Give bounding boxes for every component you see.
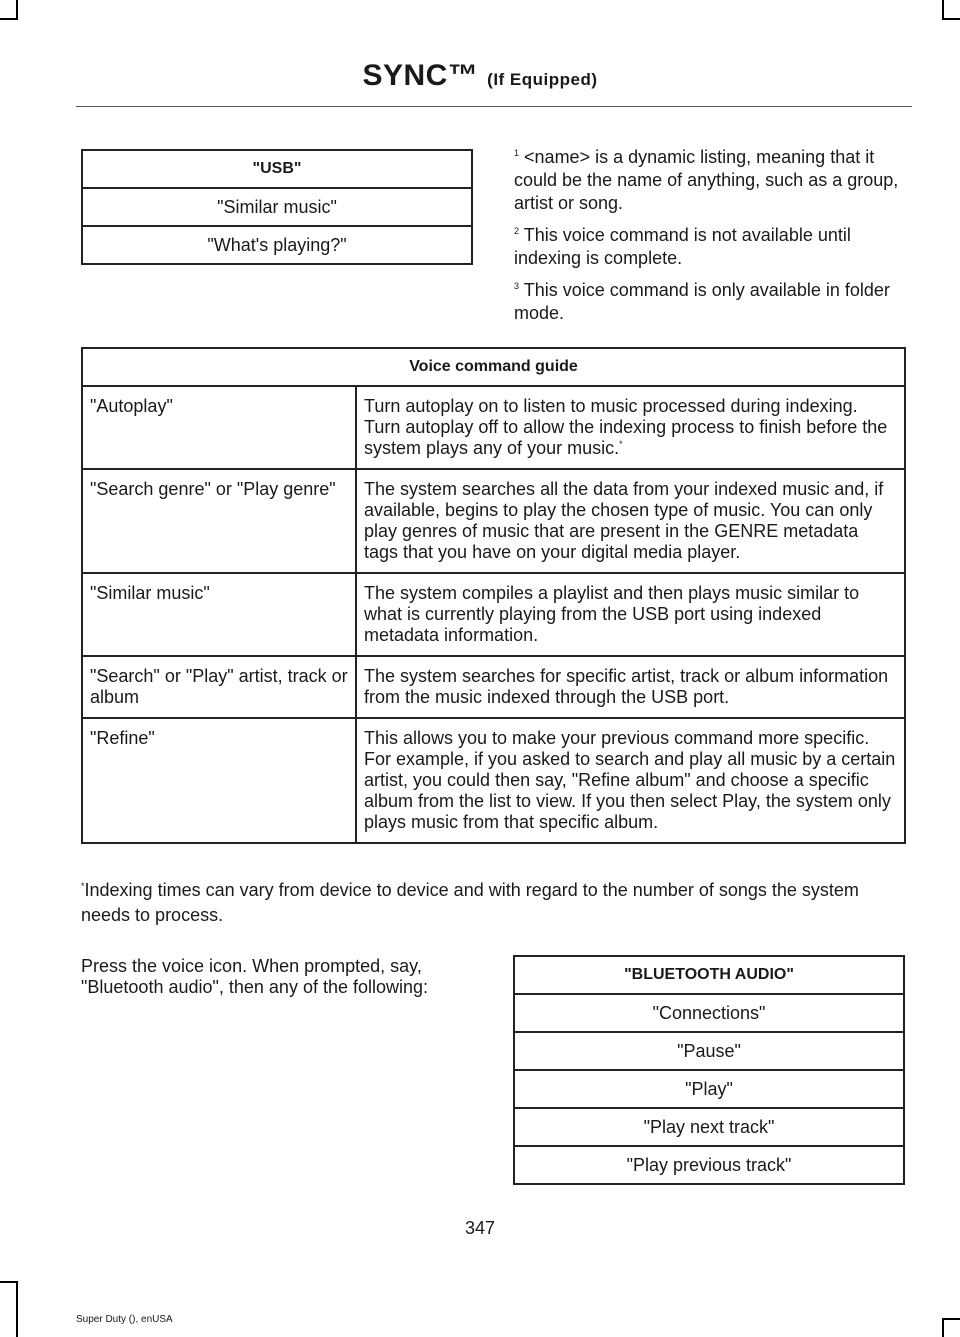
footnote: $^3$ This voice command is only available in folder mode.: [514, 280, 890, 323]
header-rule: [76, 106, 912, 107]
table-row: [82, 386, 905, 469]
guide-description: This allows you to make your previous command more specific. For example, if you asked to search and play all music by a certain artist, you could then say, "Refine album" and choose a specific album from the list to view. If you then select Play, the system only plays music from that specific album.: [356, 718, 905, 843]
usb-command: "Similar music": [82, 188, 472, 226]
crop-mark: [942, 0, 944, 20]
guide-description: The system searches for specific artist, track or album information from the music indexed through the USB port.: [356, 656, 905, 718]
bluetooth-command: "Connections": [514, 994, 904, 1032]
crop-mark: [0, 1281, 18, 1283]
crop-mark: [16, 0, 18, 20]
bluetooth-command-table: [513, 955, 905, 1185]
page-title: [0, 58, 960, 98]
bluetooth-command: "Play previous track": [514, 1146, 904, 1184]
guide-command: "Search" or "Play" artist, track or album: [82, 656, 356, 718]
footnote: $^2$ This voice command is not available until indexing is complete.: [514, 225, 851, 268]
bluetooth-command: "Play": [514, 1070, 904, 1108]
bluetooth-intro: Press the voice icon. When prompted, say, "Bluetooth audio", then any of the following:: [81, 956, 429, 997]
crop-mark: [942, 18, 960, 20]
title-subtitle: (If Equipped): [487, 70, 598, 89]
footnotes: [514, 146, 910, 334]
guide-heading: Voice command guide: [82, 348, 905, 386]
table-row: [82, 656, 905, 718]
crop-mark: [0, 18, 18, 20]
guide-description: Turn autoplay on to listen to music processed during indexing. Turn autoplay off to allow the indexing process to finish before the system plays any of your music.*: [356, 386, 905, 469]
usb-command-table: [81, 149, 473, 265]
indexing-note: *Indexing times can vary from device to device and with regard to the number of songs the system needs to process.: [81, 880, 859, 925]
voice-command-guide-table: [81, 347, 906, 844]
usb-table-heading: "USB": [82, 150, 472, 188]
crop-mark: [16, 1281, 18, 1337]
crop-mark: [942, 1318, 944, 1337]
guide-command: "Refine": [82, 718, 356, 843]
guide-command: "Search genre" or "Play genre": [82, 469, 356, 573]
table-row: [82, 573, 905, 656]
guide-description: The system searches all the data from your indexed music and, if available, begins to play the chosen type of music. You can only play genres of music that are present in the GENRE metadata tags that you have on your digital media player.: [356, 469, 905, 573]
crop-mark: [942, 1318, 960, 1320]
guide-command: "Similar music": [82, 573, 356, 656]
guide-command: "Autoplay": [82, 386, 356, 469]
footnote: $^1$ <name> is a dynamic listing, meaning that it could be the name of anything, such as a group, artist or song.: [514, 147, 899, 213]
bluetooth-command: "Pause": [514, 1032, 904, 1070]
table-row: [82, 718, 905, 843]
page-number: 347: [464, 1218, 496, 1238]
bluetooth-command: "Play next track": [514, 1108, 904, 1146]
title-text: SYNC™: [362, 59, 479, 92]
table-row: [82, 469, 905, 573]
bluetooth-table-heading: "BLUETOOTH AUDIO": [514, 956, 904, 994]
footer-text: Super Duty (), enUSA: [76, 1314, 173, 1325]
guide-description: The system compiles a playlist and then plays music similar to what is currently playing from the USB port using indexed metadata information.: [356, 573, 905, 656]
usb-command: "What's playing?": [82, 226, 472, 264]
